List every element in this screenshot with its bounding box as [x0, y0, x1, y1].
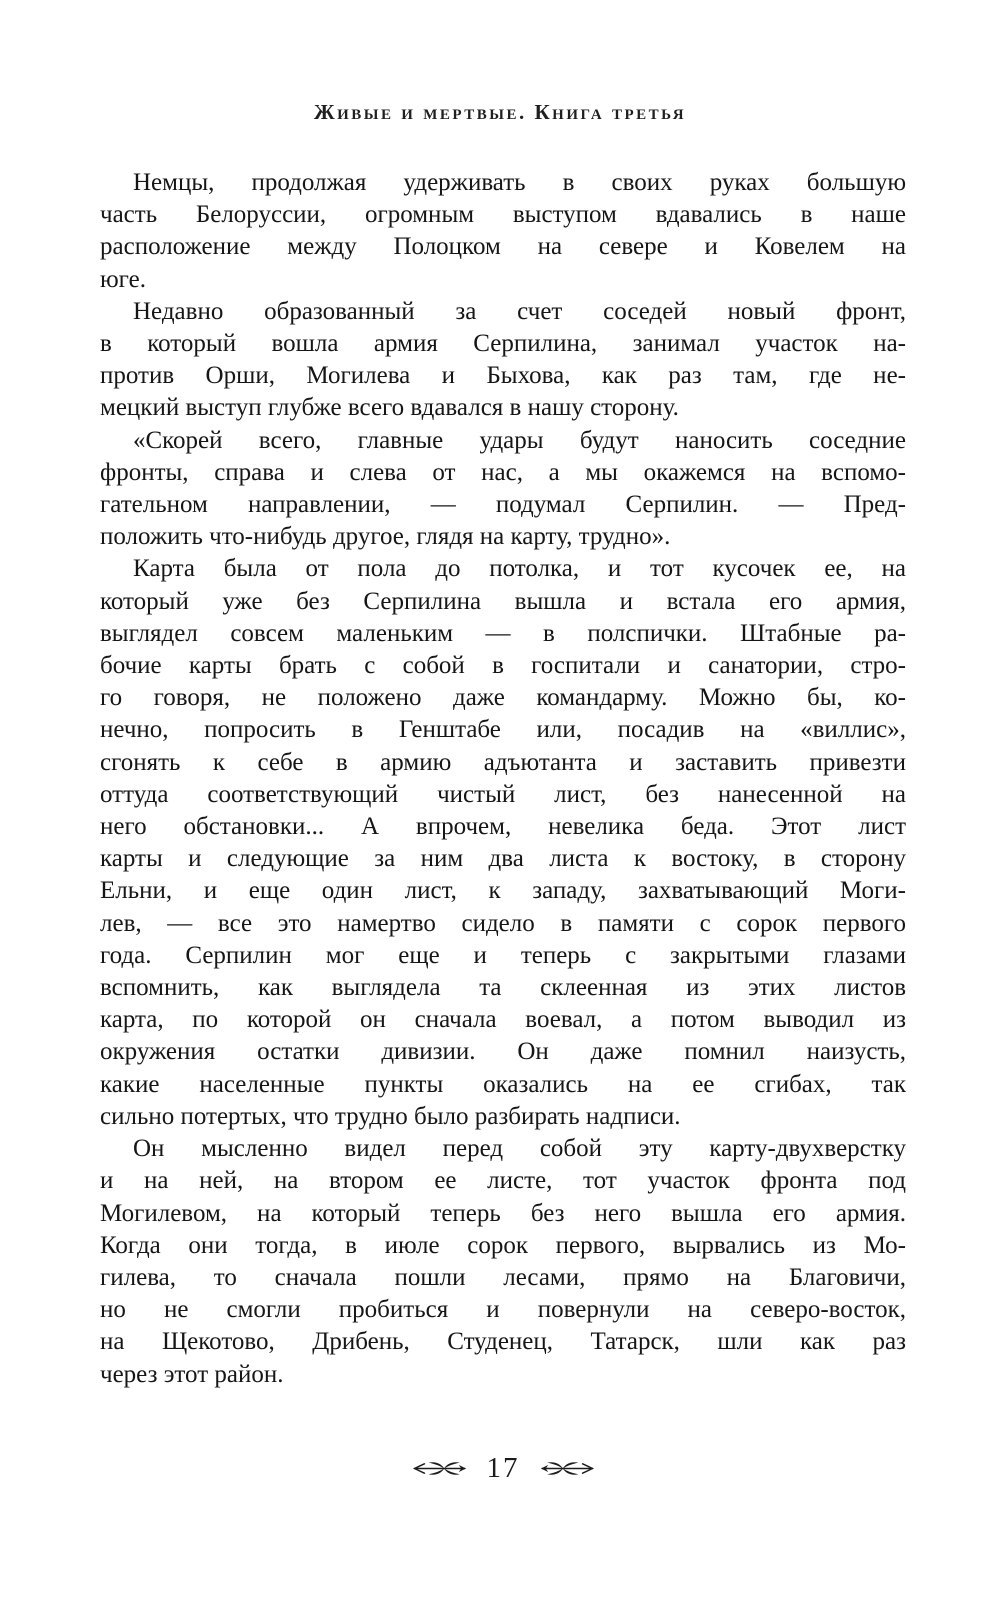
- text-line: Недавно образованный за счет соседей новый фронт,: [133, 297, 906, 325]
- text-line: сгонять к себе в армию адъютанта и заставить привезти: [100, 748, 906, 776]
- text-line: сильно потертых, что трудно было разбирать надписи.: [100, 1102, 681, 1130]
- text-line: оттуда соответствующий чистый лист, без нанесенной на: [100, 780, 906, 808]
- text-line: который уже без Серпилина вышла и встала его армия,: [100, 587, 906, 615]
- text-line: Немцы, продолжая удерживать в своих руках большую: [133, 169, 906, 196]
- text-line: фронты, справа и слева от нас, а мы окажемся на вспомо-: [100, 458, 906, 486]
- text-line: часть Белоруссии, огромным выступом вдавались в наше: [100, 201, 906, 229]
- text-line: нечно, попросить в Генштабе или, посадив на «виллис»,: [100, 716, 906, 744]
- page-number: 17: [486, 1451, 520, 1484]
- paragraph: [100, 553, 906, 1133]
- text-line: положить что-нибудь другое, глядя на карту, трудно».: [100, 523, 671, 551]
- text-line: Могилевом, на который теперь без него вышла его армия.: [100, 1199, 906, 1227]
- text-line: и на ней, на втором ее листе, тот участок фронта под: [100, 1167, 906, 1195]
- text-line: через этот район.: [100, 1360, 284, 1388]
- fleuron-left-icon: [413, 1460, 467, 1477]
- text-line: против Орши, Могилева и Быхова, как раз там, где не-: [100, 362, 906, 390]
- text-line: года. Серпилин мог еще и теперь с закрытыми глазами: [100, 941, 906, 969]
- text-line: мецкий выступ глубже всего вдавался в нашу сторону.: [100, 394, 679, 422]
- text-line: Карта была от пола до потолка, и тот кусочек ее, на: [133, 555, 906, 583]
- text-line: карты и следующие за ним два листа к востоку, в сторону: [100, 845, 906, 873]
- text-line: гилева, то сначала пошли лесами, прямо на Благовичи,: [100, 1263, 906, 1291]
- paragraph: [100, 296, 906, 425]
- running-head-title: Живые и мертвые. Книга третья: [313, 100, 687, 124]
- text-line: юге.: [100, 265, 146, 293]
- text-line: Ельни, и еще один лист, к западу, захватывающий Моги-: [100, 877, 906, 905]
- text-line: гательном направлении, — подумал Серпилин. — Пред-: [100, 491, 906, 519]
- paragraph: [100, 167, 906, 296]
- text-line: но не смогли пробиться и повернули на северо-восток,: [100, 1296, 906, 1324]
- page-footer: [100, 1450, 906, 1486]
- paragraph: [100, 425, 906, 554]
- text-line: карта, по которой он сначала воевал, а потом выводил из: [100, 1006, 906, 1034]
- text-line: него обстановки... А впрочем, невелика беда. Этот лист: [100, 813, 906, 841]
- text-line: расположение между Полоцком на севере и Ковелем на: [100, 233, 906, 261]
- text-line: бочие карты брать с собой в госпитали и санатории, стро-: [100, 652, 906, 680]
- fleuron-right-icon: [540, 1460, 594, 1477]
- text-line: какие населенные пункты оказались на ее сгибах, так: [100, 1070, 906, 1098]
- text-line: выглядел совсем маленьким — в полспички. Штабные ра-: [100, 619, 906, 647]
- text-line: Он мысленно видел перед собой эту карту-двухверстку: [133, 1135, 906, 1163]
- text-line: «Скорей всего, главные удары будут наносить соседние: [133, 426, 906, 454]
- text-line: на Щекотово, Дрибень, Студенец, Татарск, шли как раз: [100, 1328, 906, 1356]
- paragraph: [100, 1133, 906, 1391]
- text-line: го говоря, не положено даже командарму. Можно бы, ко-: [100, 684, 906, 712]
- text-line: в который вошла армия Серпилина, занимал участок на-: [100, 330, 906, 358]
- text-line: вспомнить, как выглядела та склеенная из этих листов: [100, 974, 906, 1002]
- text-line: Когда они тогда, в июле сорок первого, вырвались из Мо-: [100, 1231, 906, 1259]
- text-line: окружения остатки дивизии. Он даже помнил наизусть,: [100, 1038, 906, 1066]
- text-line: лев, — все это намертво сидело в памяти с сорок первого: [100, 909, 906, 937]
- body-text: [100, 167, 906, 1391]
